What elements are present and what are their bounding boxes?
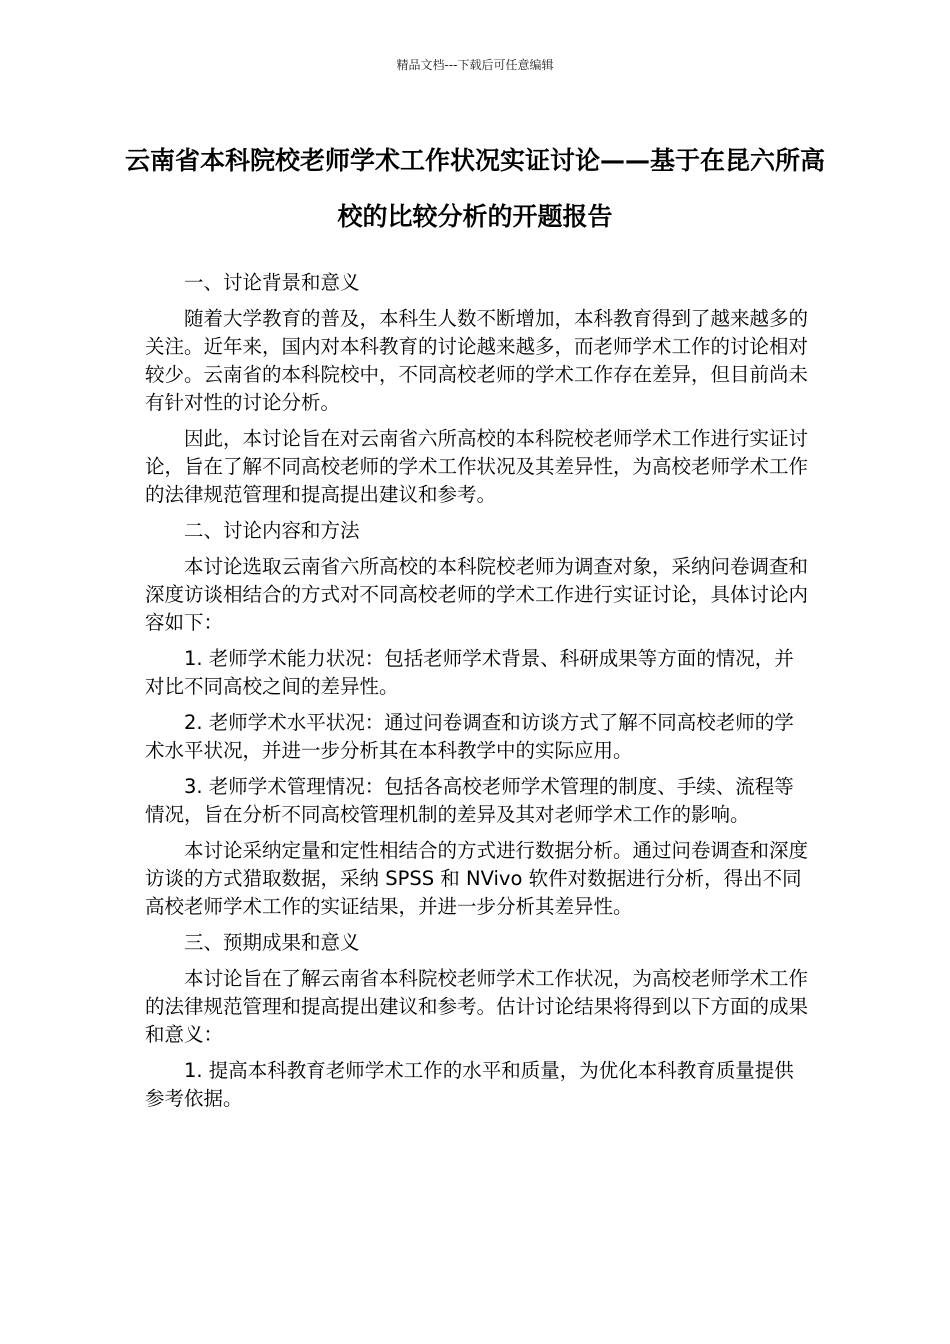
list-item-level: 2. 老师学术水平状况：通过问卷调查和访谈方式了解不同高校老师的学术水平状况，并进一步分析其在本科教学中的实际应用。 xyxy=(145,711,794,762)
section-heading-background: 一、讨论背景和意义 xyxy=(184,271,360,294)
section-heading-outcomes: 三、预期成果和意义 xyxy=(184,931,360,954)
page-header-note: 精品文档---下载后可任意编辑 xyxy=(396,58,554,72)
document-title: 云南省本科院校老师学术工作状况实证讨论——基于在昆六所高校的比较分析的开题报告 xyxy=(124,146,825,231)
document-body xyxy=(145,269,810,1121)
paragraph-content-intro: 本讨论选取云南省六所高校的本科院校老师为调查对象，采纳问卷调查和深度访谈相结合的方式对不同高校老师的学术工作进行实证讨论，具体讨论内容如下： xyxy=(145,555,809,634)
list-item-management: 3. 老师学术管理情况：包括各高校老师学术管理的制度、手续、流程等情况，旨在分析不同高校管理机制的差异及其对老师学术工作的影响。 xyxy=(145,775,794,826)
list-item-outcome-1: 1. 提高本科教育老师学术工作的水平和质量，为优化本科教育质量提供参考依据。 xyxy=(145,1059,794,1110)
paragraph-outcomes-intro: 本讨论旨在了解云南省本科院校老师学术工作状况，为高校老师学术工作的法律规范管理和提高提出建议和参考。估计讨论结果将得到以下方面的成果和意义： xyxy=(145,967,809,1046)
paragraph-methods: 本讨论采纳定量和定性相结合的方式进行数据分析。通过问卷调查和深度访谈的方式猎取数据，采纳 SPSS 和 NVivo 软件对数据进行分析，得出不同高校老师学术工作的实证结果，并进一步分析其差异性。 xyxy=(145,839,809,918)
paragraph-background-1: 随着大学教育的普及，本科生人数不断增加，本科教育得到了越来越多的关注。近年来，国内对本科教育的讨论越来越多，而老师学术工作的讨论相对较少。云南省的本科院校中，不同高校老师的学术工作存在差异，但目前尚未有针对性的讨论分析。 xyxy=(145,307,809,414)
paragraph-background-2: 因此，本讨论旨在对云南省六所高校的本科院校老师学术工作进行实证讨论，旨在了解不同高校老师的学术工作状况及其差异性，为高校老师学术工作的法律规范管理和提高提出建议和参考。 xyxy=(145,427,809,506)
section-heading-content-methods: 二、讨论内容和方法 xyxy=(184,519,360,542)
list-item-ability: 1. 老师学术能力状况：包括老师学术背景、科研成果等方面的情况，并对比不同高校之间的差异性。 xyxy=(145,647,794,698)
